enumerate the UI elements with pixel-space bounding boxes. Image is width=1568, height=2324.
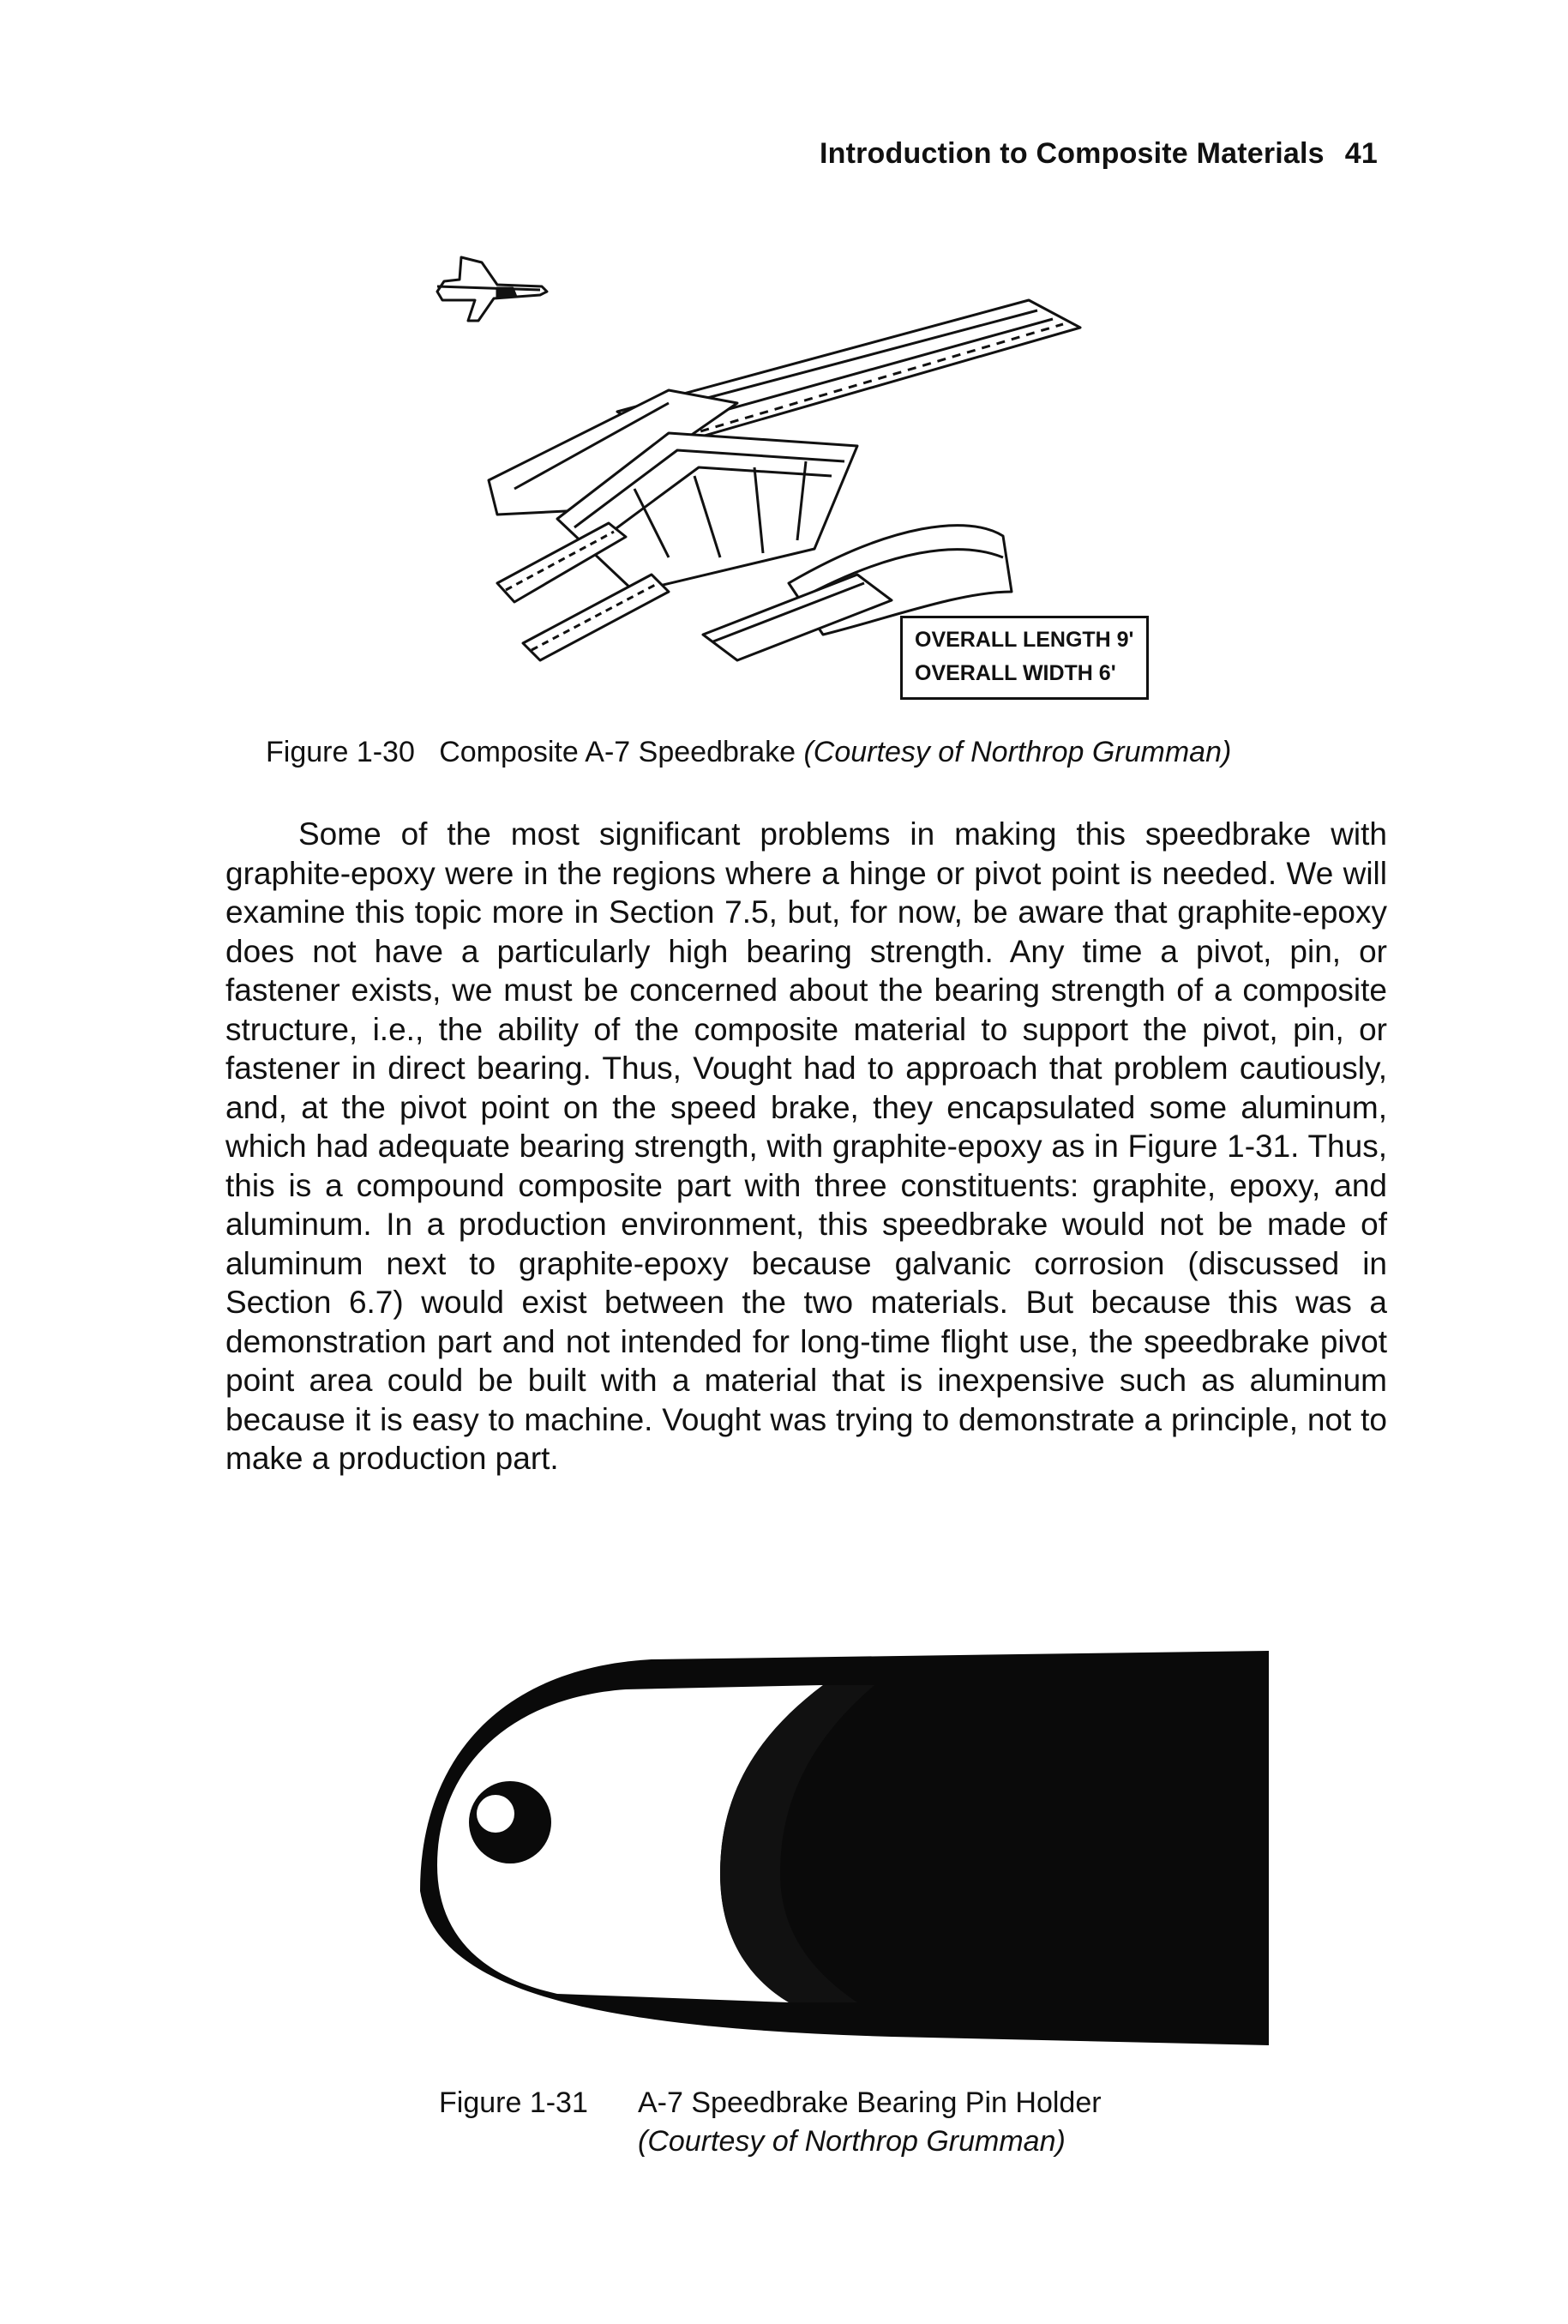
overall-width-label: OVERALL WIDTH 6' (915, 661, 1116, 685)
figure-1-31-title: A-7 Speedbrake Bearing Pin Holder (638, 2086, 1102, 2119)
page-number: 41 (1344, 137, 1378, 170)
overall-length-label: OVERALL LENGTH 9' (915, 628, 1134, 652)
figure-1-31-number: Figure 1-31 (439, 2086, 588, 2119)
aircraft-icon (437, 257, 547, 321)
figure-1-31-caption (439, 2084, 1102, 2161)
running-head-title: Introduction to Composite Materials (819, 137, 1325, 170)
body-text (225, 815, 1387, 1478)
figure-1-31-credit: (Courtesy of Northrop Grumman) (638, 2125, 1066, 2158)
figure-1-31-photo (343, 1634, 1269, 2071)
figure-1-30-caption (266, 736, 1231, 769)
body-paragraph: Some of the most significant problems in making this speedbrake with graphite-epoxy were in the regions where a hinge or pivot point is needed. We will examine this topic more in Section 7.5, but, for now, be aware that graphite-epoxy does not have a particularly high bearing strength. Any time a pivot, pin, or fastener exists, we must be concerned about the bearing strength of a composite structure, i.e., the ability of the composite material to support the pivot, pin, or fastener in direct bearing. Thus, Vought had to approach that problem cautiously, and, at the pivot point on the speed brake, they encapsulated some aluminum, which had adequate bearing strength, with graphite-epoxy as in Figure 1-31. Thus, this is a compound composite part with three constituents: graphite, epoxy, and aluminum. In a production environment, this speedbrake would not be made of aluminum next to graphite-epoxy because galvanic corrosion (discussed in Section 6.7) would exist between the two materials. But because this was a demonstration part and not intended for long-time flight use, the speedbrake pivot point area could be built with a material that is inexpensive such as aluminum because it is easy to machine. Vought was trying to demonstrate a principle, not to make a production part. (225, 816, 1387, 1476)
figure-1-30-title: Composite A-7 Speedbrake (439, 736, 796, 768)
running-head (820, 137, 1378, 171)
figure-1-30-credit: (Courtesy of Northrop Grumman) (803, 736, 1232, 768)
figure-1-30-number: Figure 1-30 (266, 736, 415, 768)
dimensions-box (900, 616, 1149, 700)
